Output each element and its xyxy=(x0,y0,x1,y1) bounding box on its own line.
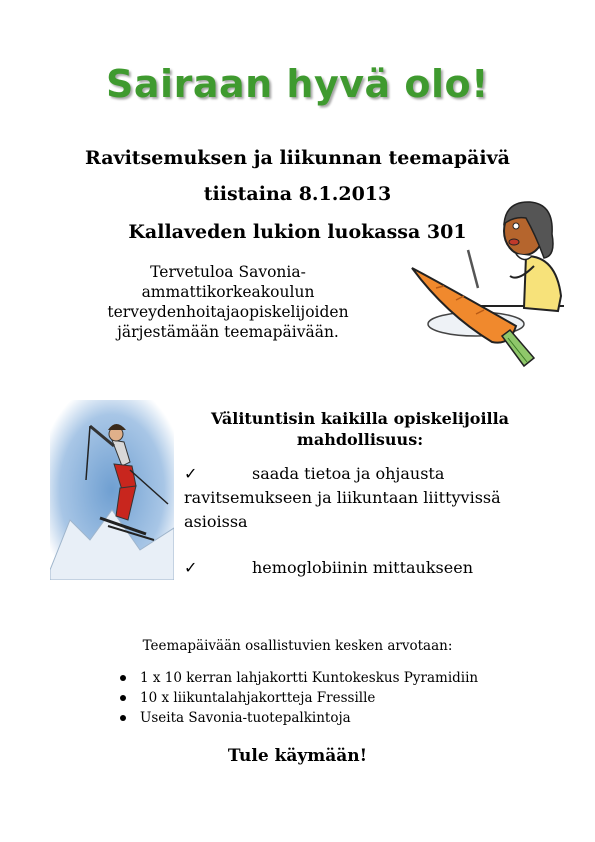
carrot-eater-illustration xyxy=(406,196,564,368)
list-item xyxy=(140,708,478,728)
benefit-text: saada tietoa ja ohjausta xyxy=(252,464,445,483)
closing-text: Tule käymään! xyxy=(227,746,368,766)
benefit-item-counseling xyxy=(184,462,534,534)
welcome-line: Tervetuloa Savonia- xyxy=(150,263,306,281)
prize-text: Useita Savonia-tuotepalkintoja xyxy=(140,710,351,726)
check-icon: ✓ xyxy=(184,464,198,483)
benefits-heading-line: mahdollisuus: xyxy=(296,430,424,449)
welcome-text xyxy=(88,262,368,342)
welcome-line: ammattikorkeakoulun xyxy=(141,283,315,301)
event-date: tiistaina 8.1.2013 xyxy=(203,183,392,205)
list-item xyxy=(140,688,478,708)
event-heading: Ravitsemuksen ja liikunnan teemapäivä xyxy=(85,147,510,169)
benefit-item-hemoglobin xyxy=(184,556,534,580)
prize-intro: Teemapäivään osallistuvien kesken arvotaan: xyxy=(142,638,453,654)
benefits-heading xyxy=(190,408,530,450)
skier-photo xyxy=(50,400,174,580)
list-item xyxy=(140,668,478,688)
benefits-heading-line: Välituntisin kaikilla opiskelijoilla xyxy=(210,409,510,428)
benefit-text: asioissa xyxy=(184,512,248,531)
welcome-line: järjestämään teemapäivään. xyxy=(117,323,339,341)
event-location: Kallaveden lukion luokassa 301 xyxy=(128,221,467,243)
page-title: Sairaan hyvä olo! xyxy=(106,62,489,106)
prize-text: 10 x liikuntalahjakortteja Fressille xyxy=(140,690,376,706)
bullet-icon xyxy=(120,715,126,721)
bullet-icon xyxy=(120,675,126,681)
prize-text: 1 x 10 kerran lahjakortti Kuntokeskus Pyramidiin xyxy=(140,670,479,686)
prize-list xyxy=(140,668,478,728)
welcome-line: terveydenhoitajaopiskelijoiden xyxy=(107,303,349,321)
benefit-text: ravitsemukseen ja liikuntaan liittyvissä xyxy=(184,488,501,507)
check-icon: ✓ xyxy=(184,558,198,577)
benefit-text: hemoglobiinin mittaukseen xyxy=(252,558,473,577)
bullet-icon xyxy=(120,695,126,701)
